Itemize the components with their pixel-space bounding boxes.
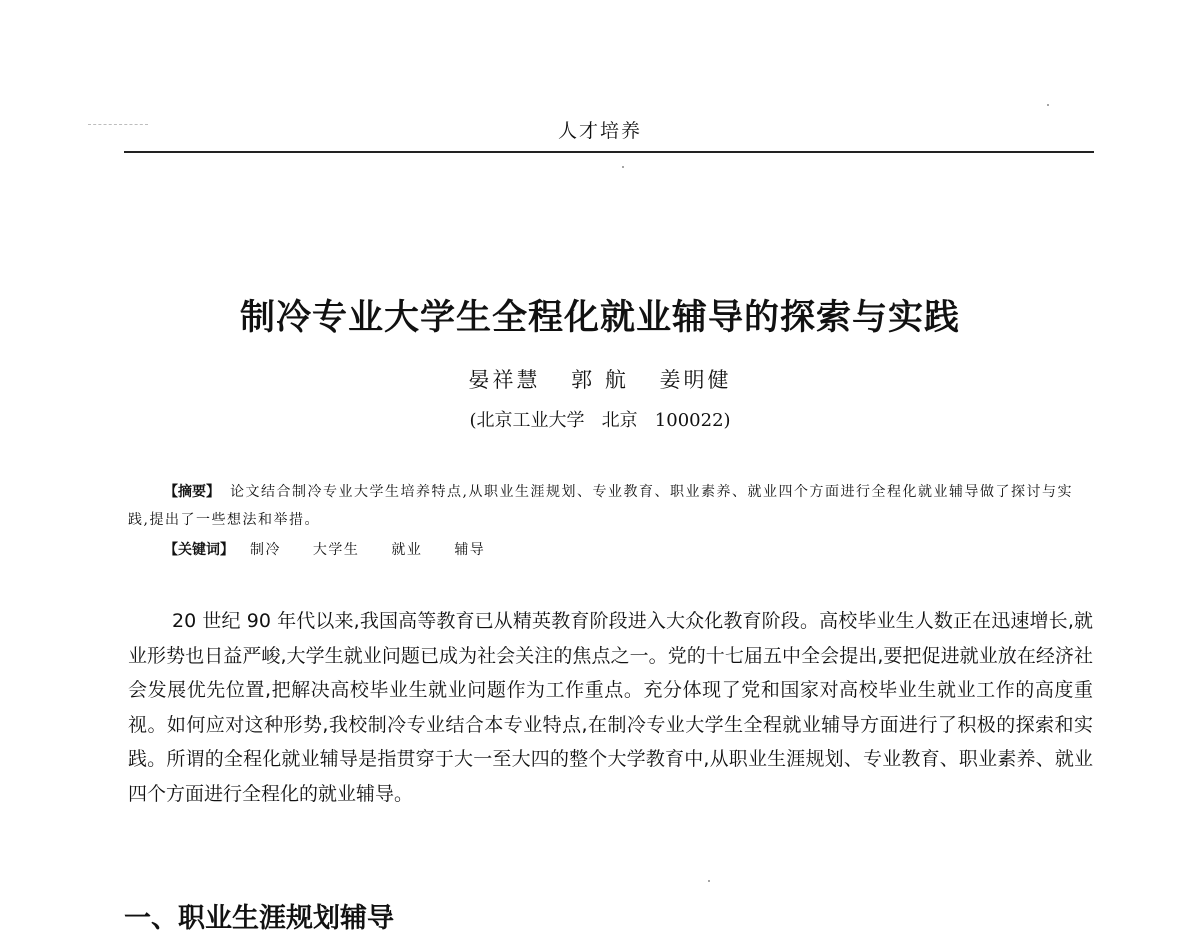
keywords	[164, 539, 511, 559]
author-name: 姜明健	[659, 368, 732, 392]
abstract-label: 【摘要】	[164, 484, 220, 500]
author-list	[0, 364, 1200, 394]
scan-speck	[1047, 104, 1049, 106]
running-header: 人才培养	[557, 120, 642, 142]
header-rule	[124, 151, 1094, 153]
scan-speck	[622, 166, 624, 168]
author-name: 晏祥慧	[468, 368, 541, 392]
abstract-text: 论文结合制冷专业大学生培养特点,从职业生涯规划、专业教育、职业素养、就业四个方面进行全程化就业辅导做了探讨与实践,提出了一些想法和举措。	[128, 484, 1073, 528]
abstract	[128, 478, 1093, 534]
affiliation: (北京工业大学 北京 100022)	[469, 410, 731, 431]
section-heading: 一、职业生涯规划辅导	[124, 903, 394, 934]
paper-title: 制冷专业大学生全程化就业辅导的探索与实践	[239, 298, 960, 338]
keyword: 制冷	[249, 542, 281, 558]
keyword: 大学生	[312, 542, 360, 558]
keywords-label: 【关键词】	[164, 542, 234, 558]
scan-speck	[708, 880, 710, 882]
author-name: 郭 航	[571, 368, 629, 392]
keyword: 就业	[391, 542, 423, 558]
body-paragraph: 20 世纪 90 年代以来,我国高等教育已从精英教育阶段进入大众化教育阶段。高校毕业生人数正在迅速增长,就业形势也日益严峻,大学生就业问题已成为社会关注的焦点之一。党的十七届五中全会提出,要把促进就业放在经济社会发展优先位置,把解决高校毕业生就业问题作为工作重点。充分体现了党和国家对高校毕业生就业工作的高度重视。如何应对这种形势,我校制冷专业结合本专业特点,在制冷专业大学生全程就业辅导方面进行了积极的探索和实践。所谓的全程化就业辅导是指贯穿于大一至大四的整个大学教育中,从职业生涯规划、专业教育、职业素养、就业四个方面进行全程化的就业辅导。	[128, 610, 1093, 805]
keyword: 辅导	[454, 542, 486, 558]
